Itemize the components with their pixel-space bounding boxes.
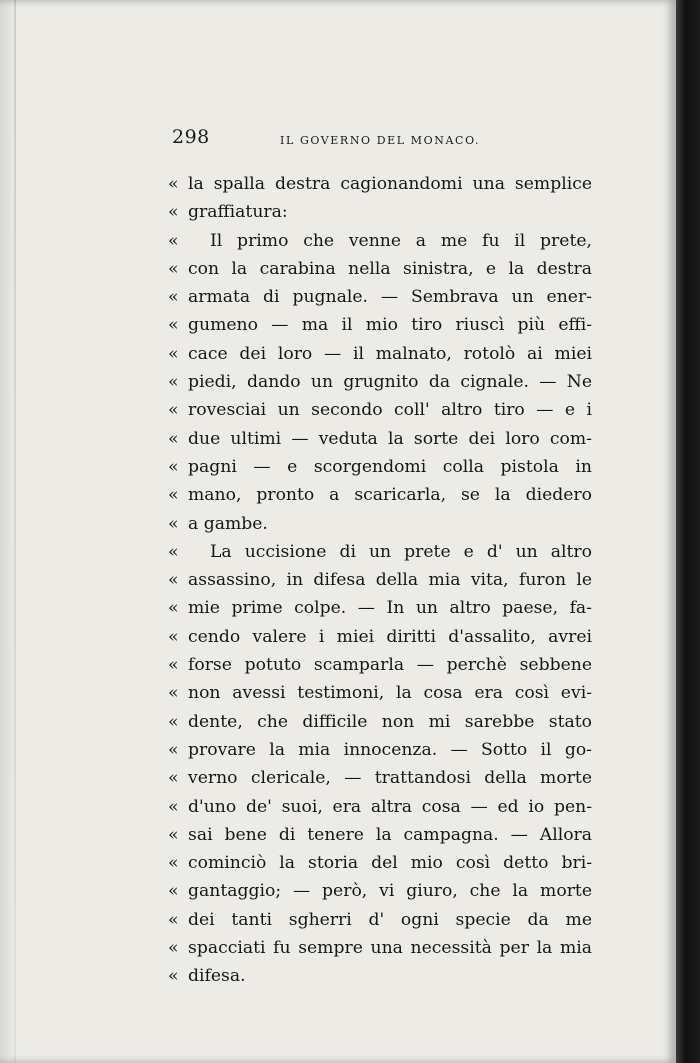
text-line [168,283,592,311]
quote-mark: « [168,230,179,251]
line-text: mie prime colpe. — In un altro paese, fa- [188,598,592,619]
line-text: rovesciai un secondo coll' altro tiro — e i [188,400,592,421]
text-line [168,510,592,538]
text-line [168,764,592,792]
text-line [168,594,592,622]
quote-mark: « [168,428,179,449]
text-line [168,962,592,990]
quote-mark: « [168,456,179,477]
quote-mark: « [168,626,179,647]
text-line [168,623,592,651]
line-text: cominciò la storia del mio così detto bri- [188,853,592,874]
line-text: assassino, in difesa della mia vita, furon le [188,570,592,591]
quote-mark: « [168,683,179,704]
line-text: mano, pronto a scaricarla, se la diedero [188,485,592,506]
quote-mark: « [168,938,179,959]
text-line [168,821,592,849]
scan-edge [676,0,700,1063]
text-line [168,368,592,396]
quote-mark: « [168,541,179,562]
line-text: con la carabina nella sinistra, e la destra [188,258,592,279]
text-line [168,311,592,339]
paragraph-indent [188,538,210,566]
running-title: IL GOVERNO DEL MONACO. [280,134,481,147]
quote-mark: « [168,768,179,789]
text-line [168,170,592,198]
line-text: Il primo che venne a me fu il prete, [210,230,592,251]
line-text: verno clericale, — trattandosi della morte [188,768,592,789]
text-line [168,227,592,255]
quote-mark: « [168,343,179,364]
line-text: spacciati fu sempre una necessità per la mia [188,938,592,959]
quote-mark: « [168,202,179,223]
quote-mark: « [168,174,179,194]
line-text: piedi, dando un grugnito da cignale. — Ne [188,372,592,393]
line-text: sai bene di tenere la campagna. — Allora [188,824,592,845]
line-text: forse potuto scamparla — perchè sebbene [188,655,592,676]
quote-mark: « [168,315,179,336]
line-text: dente, che difficile non mi sarebbe stato [188,711,592,732]
line-text: cendo valere i miei diritti d'assalito, avrei [188,626,592,647]
quote-mark: « [168,372,179,393]
text-line [168,453,592,481]
text-line [168,849,592,877]
quote-mark: « [168,570,179,591]
text-line [168,538,592,566]
text-line [168,651,592,679]
quote-mark: « [168,881,179,902]
text-line [168,396,592,424]
line-text: d'uno de' suoi, era altra cosa — ed io pen- [188,796,592,817]
text-line [168,425,592,453]
body-text [168,170,592,991]
line-text: difesa. [188,966,246,987]
quote-mark: « [168,287,179,308]
quote-mark: « [168,400,179,421]
text-line [168,340,592,368]
line-text: la spalla destra cagionandomi una semplice [188,174,592,194]
text-line [168,566,592,594]
line-text: La uccisione di un prete e d' un altro [210,541,592,562]
quote-mark: « [168,796,179,817]
line-text: graffiatura: [188,202,288,223]
text-line [168,708,592,736]
page-gutter-shadow [14,0,16,1063]
text-line [168,679,592,707]
text-line [168,736,592,764]
quote-mark: « [168,853,179,874]
text-line [168,481,592,509]
line-text: non avessi testimoni, la cosa era così evi- [188,683,592,704]
quote-mark: « [168,598,179,619]
text-line [168,198,592,226]
text-line [168,877,592,905]
line-text: armata di pugnale. — Sembrava un ener- [188,287,592,308]
quote-mark: « [168,485,179,506]
quote-mark: « [168,966,179,987]
quote-mark: « [168,739,179,760]
text-line [168,255,592,283]
line-text: due ultimi — veduta la sorte dei loro com- [188,428,592,449]
line-text: cace dei loro — il malnato, rotolò ai miei [188,343,592,364]
quote-mark: « [168,824,179,845]
quote-mark: « [168,655,179,676]
quote-mark: « [168,513,179,534]
text-line [168,906,592,934]
line-text: provare la mia innocenza. — Sotto il go- [188,739,592,760]
text-line [168,793,592,821]
quote-mark: « [168,258,179,279]
line-text: gantaggio; — però, vi giuro, che la morte [188,881,592,902]
line-text: gumeno — ma il mio tiro riuscì più effi- [188,315,592,336]
quote-mark: « [168,909,179,930]
line-text: dei tanti sgherri d' ogni specie da me [188,909,592,930]
text-line [168,934,592,962]
page-number: 298 [172,126,210,148]
line-text: a gambe. [188,513,268,534]
paragraph-indent [188,227,210,255]
quote-mark: « [168,711,179,732]
line-text: pagni — e scorgendomi colla pistola in [188,456,592,477]
